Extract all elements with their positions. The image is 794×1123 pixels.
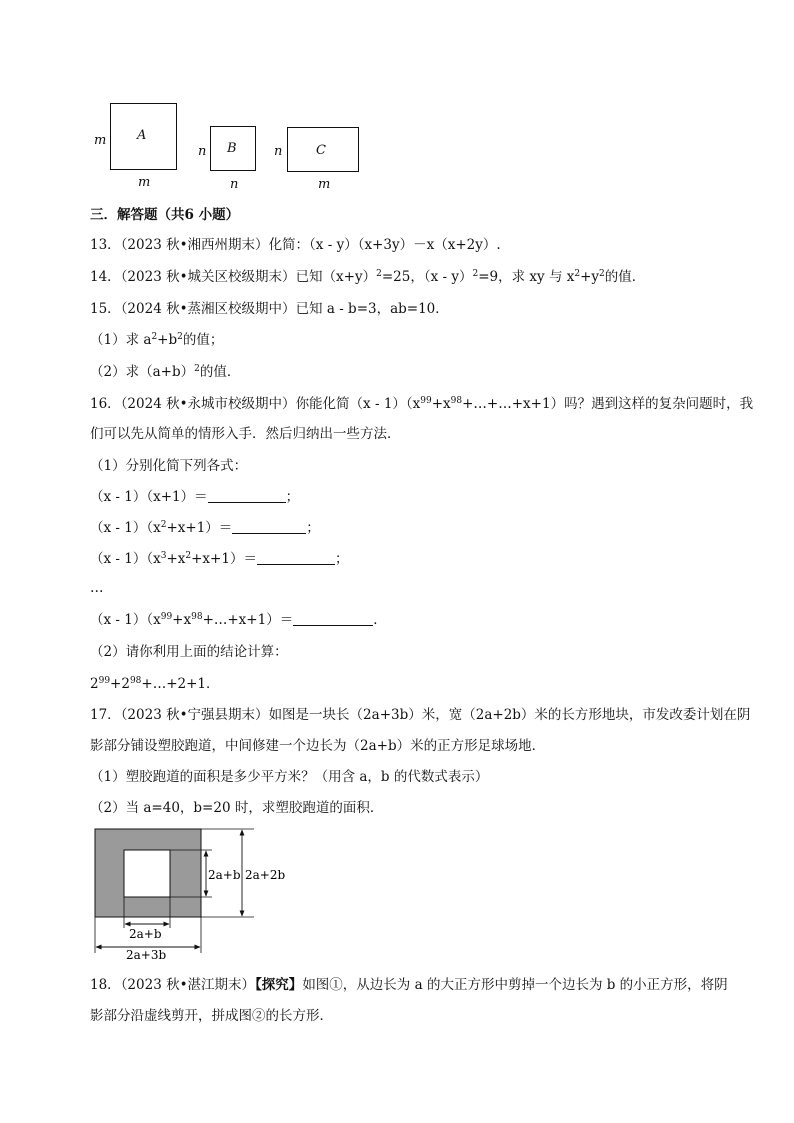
- q14-a: =25，（x - y）: [381, 269, 473, 285]
- answer-blank-2[interactable]: [232, 519, 306, 534]
- question-15: [90, 299, 449, 319]
- label-n-left-b: n: [198, 144, 207, 159]
- q16-calc: [90, 674, 220, 694]
- sup: 99: [98, 676, 111, 686]
- q14-d: 的值．: [604, 269, 646, 285]
- q15-part-1: [90, 330, 223, 350]
- sup: 2: [177, 332, 183, 342]
- label-c: C: [316, 143, 326, 158]
- sup: 99: [160, 612, 173, 622]
- q18-line-1: 如图①，从边长为 a 的大正方形中剪掉一个边长为 b 的小正方形，将阴: [302, 977, 728, 993]
- q15-p2a: （2）求（a+b）: [90, 364, 195, 380]
- q13-text: 化简：（x - y）（x+3y）－x（x+2y）.: [268, 237, 501, 253]
- q17-line-2: 影部分铺设塑胶跑道，中间修建一个边长为（2a+b）米的正方形足球场地．: [90, 738, 546, 754]
- section-title: 三．解答题（共6 小题）: [90, 207, 240, 223]
- question-16: [90, 394, 753, 414]
- q14-source: （2023 秋•城关区校级期末）: [120, 269, 296, 285]
- q15-part-2: [90, 362, 240, 382]
- q15-number: 15．: [90, 301, 121, 317]
- sup: 2: [599, 269, 605, 279]
- q13-source: （2023 秋•湘西州期末）: [120, 237, 269, 253]
- sup: 99: [420, 396, 432, 406]
- q16-e4a: （x - 1）（x: [90, 612, 161, 628]
- q16-expr-4: [90, 610, 387, 630]
- q16-calc-c: +…+2+1．: [141, 676, 220, 692]
- sup: 2: [185, 551, 192, 561]
- sup: 2: [194, 364, 200, 374]
- semicolon: ；: [306, 520, 320, 536]
- q16-number: 16．: [90, 396, 121, 412]
- q18-line-2: 影部分沿虚线剪开，拼成图②的长方形．: [90, 1008, 333, 1024]
- track-diagram: [88, 826, 298, 961]
- q15-source: （2024 秋•蒸湘区校级期中）: [120, 301, 296, 317]
- label-n-left-c: n: [274, 144, 283, 159]
- q16-part-1: （1）分别化简下列各式：: [90, 458, 248, 474]
- q15-p1c: 的值；: [182, 332, 224, 348]
- label-n-bottom-b: n: [230, 177, 239, 192]
- question-14: [90, 267, 645, 287]
- answer-blank-4[interactable]: [293, 611, 373, 626]
- q15-p1b: +b: [157, 332, 178, 348]
- question-13: [90, 235, 501, 255]
- label-m-bottom-c: m: [318, 177, 331, 192]
- q13-number: 13．: [90, 237, 121, 253]
- q16-source: （2024 秋•永城市校级期中）: [120, 396, 296, 412]
- q16-l1b: +x: [431, 396, 451, 412]
- answer-blank-3[interactable]: [257, 550, 335, 565]
- q16-expr-2: [90, 518, 320, 538]
- sup: 2: [376, 269, 382, 279]
- q18-tag: 【探究】: [255, 977, 303, 993]
- semicolon: ；: [334, 551, 349, 567]
- q14-c: +y: [580, 269, 600, 285]
- sup: 2: [574, 269, 581, 279]
- sup: 98: [450, 396, 463, 406]
- q17-line-1: 如图是一块长（2a+3b）米，宽（2a+2b）米的长方形地块，市发改委计划在阴: [268, 707, 751, 723]
- label-m-left: m: [94, 133, 107, 148]
- inner-square: [124, 850, 170, 897]
- q16-e3a: （x - 1）（x: [90, 551, 161, 567]
- label-b: B: [227, 141, 237, 156]
- q15-p2b: 的值．: [199, 364, 241, 380]
- q18-source: （2023 秋•湛江期末）: [120, 977, 256, 993]
- label-height: 2a+2b: [245, 868, 286, 882]
- q14-b: =9，求 xy 与 x: [478, 269, 575, 285]
- sup: 2: [472, 269, 479, 279]
- q16-e2a: （x - 1）（x: [90, 520, 161, 536]
- sup: 98: [129, 676, 142, 686]
- label-inner-bottom: 2a+b: [129, 927, 162, 941]
- q17-number: 17．: [90, 707, 121, 723]
- q16-part-2: （2）请你利用上面的结论计算：: [90, 644, 288, 660]
- q17-source: （2023 秋•宁强县期末）: [120, 707, 269, 723]
- sup: 2: [151, 332, 158, 342]
- q16-calc-b: +2: [110, 676, 130, 692]
- q16-e3c: +x+1）＝: [191, 551, 257, 567]
- q15-p1a: （1）求 a: [90, 332, 152, 348]
- q16-ellipsis: …: [90, 580, 104, 596]
- sup: 3: [160, 551, 167, 561]
- label-inner-side: 2a+b: [208, 868, 241, 882]
- sup: 98: [191, 612, 203, 622]
- q16-calc-a: 2: [90, 676, 99, 692]
- q16-expr-1: [90, 487, 299, 507]
- q17-part-2: （2）当 a=40，b=20 时，求塑胶跑道的面积．: [90, 800, 384, 816]
- question-18: [90, 975, 728, 995]
- q16-e4c: +…+x+1）＝: [202, 612, 294, 628]
- q16-e2b: +x+1）＝: [166, 520, 233, 536]
- question-17: [90, 705, 750, 725]
- q16-expr-3: [90, 549, 348, 569]
- q16-line-2: 们可以先从简单的情形入手．然后归纳出一些方法．: [90, 426, 401, 442]
- label-width: 2a+3b: [126, 948, 167, 961]
- q16-e1: （x - 1）（x+1）＝: [90, 489, 208, 505]
- q14-number: 14．: [90, 269, 121, 285]
- semicolon: ；: [285, 489, 300, 505]
- label-a: A: [137, 128, 147, 143]
- q16-l1c: +…+…+x+1）吗？遇到这样的复杂问题时，我: [462, 396, 754, 412]
- q16-l1a: 你能化简（x - 1）（x: [295, 396, 421, 412]
- sup: 2: [160, 520, 167, 530]
- q16-e4b: +x: [172, 612, 192, 628]
- period: ．: [373, 612, 387, 628]
- q17-part-1: （1）塑胶跑道的面积是多少平方米？（用含 a，b 的代数式表示）: [90, 769, 489, 785]
- q15-text: 已知 a - b=3，ab=10．: [295, 301, 449, 317]
- q16-e3b: +x: [166, 551, 186, 567]
- answer-blank-1[interactable]: [208, 488, 286, 503]
- q14-pre: 已知（x+y）: [295, 269, 377, 285]
- label-m-bottom-a: m: [138, 175, 151, 190]
- q18-number: 18．: [90, 977, 121, 993]
